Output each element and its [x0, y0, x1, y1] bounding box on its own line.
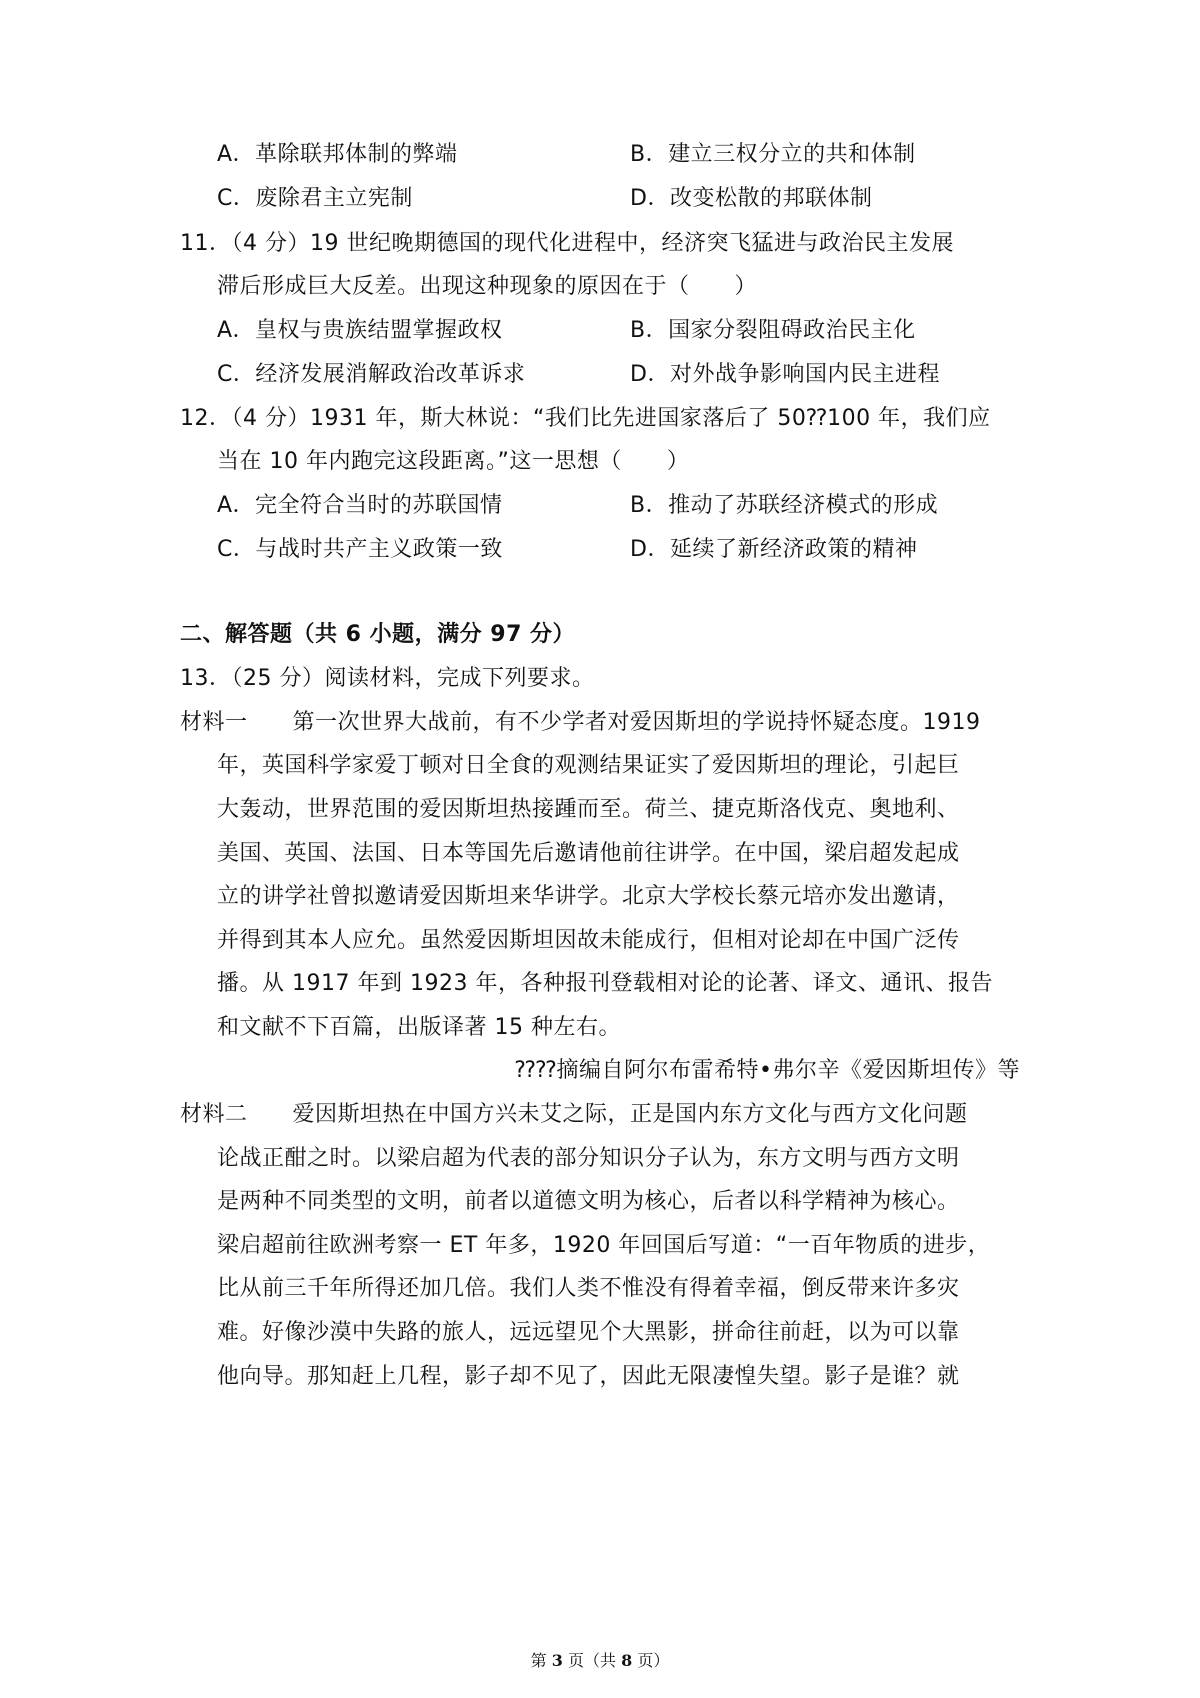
q12-option-c: C．与战时共产主义政策一致: [217, 537, 503, 562]
material2-line: 材料二 爱因斯坦热在中国方兴未艾之际，正是国内东方文化与西方文化问题: [180, 1102, 968, 1127]
material2-line: 是两种不同类型的文明，前者以道德文明为核心，后者以科学精神为核心。: [217, 1189, 960, 1214]
footer-page-number: 3: [551, 1651, 563, 1670]
q12-option-b: B．推动了苏联经济模式的形成: [630, 493, 939, 518]
material1-line: 并得到其本人应允。虽然爱因斯坦因故未能成行，但相对论却在中国广泛传: [217, 928, 960, 953]
material1-line: 年，英国科学家爱丁顿对日全食的观测结果证实了爱因斯坦的理论，引起巨: [217, 753, 960, 778]
material2-line: 他向导。那知赶上几程，影子却不见了，因此无限凄惶失望。影子是谁？就: [217, 1364, 960, 1389]
footer-total-pages: 8: [621, 1651, 633, 1670]
material1-line: 美国、英国、法国、日本等国先后邀请他前往讲学。在中国，梁启超发起成: [217, 841, 960, 866]
material2-line: 梁启超前往欧洲考察一 ET 年多，1920 年回国后写道：“一百年物质的进步，: [217, 1233, 991, 1258]
footer-suffix: 页）: [632, 1651, 670, 1670]
q12-option-d: D．延续了新经济政策的精神: [630, 537, 918, 562]
q10-option-a: A．革除联邦体制的弊端: [217, 142, 458, 167]
material1-line: 播。从 1917 年到 1923 年，各种报刊登载相对论的论著、译文、通讯、报告: [217, 971, 993, 996]
q10-option-b: B．建立三权分立的共和体制: [630, 142, 916, 167]
material1-line: 大轰动，世界范围的爱因斯坦热接踵而至。荷兰、捷克斯洛伐克、奥地利、: [217, 797, 960, 822]
q12-option-a: A．完全符合当时的苏联国情: [217, 493, 503, 518]
q11-stem-line-2: 滞后形成巨大反差。出现这种现象的原因在于（ ）: [217, 274, 758, 299]
page-footer: [0, 1650, 1200, 1672]
q10-option-c: C．废除君主立宪制: [217, 186, 413, 211]
footer-middle: 页（共: [562, 1651, 622, 1670]
footer-prefix: 第: [530, 1651, 552, 1670]
q13-intro: 13．（25 分）阅读材料，完成下列要求。: [180, 666, 595, 691]
q11-option-b: B．国家分裂阻碍政治民主化: [630, 318, 916, 343]
material1-line: 材料一 第一次世界大战前，有不少学者对爱因斯坦的学说持怀疑态度。1919: [180, 710, 981, 735]
material2-line: 难。好像沙漠中失路的旅人，远远望见个大黑影，拼命往前赶，以为可以靠: [217, 1320, 960, 1345]
section-heading: 二、解答题（共 6 小题，满分 97 分）: [180, 622, 576, 647]
q12-stem-line-2: 当在 10 年内跑完这段距离。”这一思想（ ）: [217, 449, 690, 474]
material2-line: 比从前三千年所得还加几倍。我们人类不惟没有得着幸福，倒反带来许多灾: [217, 1276, 960, 1301]
q11-option-c: C．经济发展消解政治改革诉求: [217, 362, 526, 387]
material1-line: 和文献不下百篇，出版译著 15 种左右。: [217, 1015, 621, 1040]
q12-stem-line-1: 12．（4 分）1931 年，斯大林说：“我们比先进国家落后了 50⁇100 年，我们应: [180, 406, 991, 431]
q11-option-d: D．对外战争影响国内民主进程: [630, 362, 940, 387]
material2-line: 论战正酣之时。以梁启超为代表的部分知识分子认为，东方文明与西方文明: [217, 1146, 960, 1171]
q11-option-a: A．皇权与贵族结盟掌握政权: [217, 318, 503, 343]
q11-stem-line-1: 11．（4 分）19 世纪晚期德国的现代化进程中，经济突飞猛进与政治民主发展: [180, 231, 954, 256]
q10-option-d: D．改变松散的邦联体制: [630, 186, 873, 211]
material1-line: 立的讲学社曾拟邀请爱因斯坦来华讲学。北京大学校长蔡元培亦发出邀请，: [217, 884, 960, 909]
material1-source: ⁇⁇摘编自阿尔布雷希特•弗尔辛《爱因斯坦传》等: [514, 1058, 1020, 1083]
